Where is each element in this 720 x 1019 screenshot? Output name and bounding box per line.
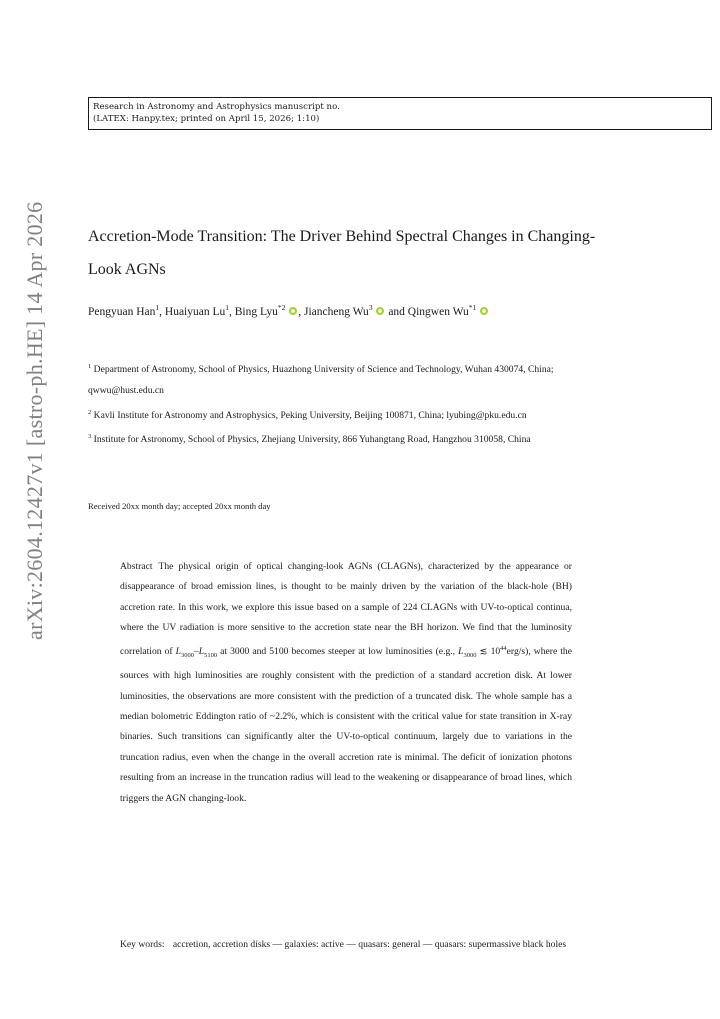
author-2 bbox=[234, 303, 305, 318]
author-separator: and bbox=[385, 305, 408, 318]
abstract-text-1: The physical origin of optical changing-look AGNs (CLAGNs), characterized by the appearance or disappearance of broad emission lines, is thought to be mainly driven by the variation of the black-hole (BH) accretion rate. In this work, we explore this issue based on a sample of 224 CLAGNs with UV-to-optical continua, where the UV radiation is more sensitive to the accretion state near the BH horizon. We find that the luminosity correlation of bbox=[120, 561, 572, 657]
header-latex-line: (LATEX: Hanpy.tex; printed on April 15, 2026; 1:10) bbox=[93, 114, 320, 124]
author-1 bbox=[164, 303, 235, 318]
affiliation-number: 3 bbox=[88, 433, 92, 441]
author-affil-mark: 1 bbox=[155, 303, 160, 312]
affiliation-number: 1 bbox=[88, 363, 92, 370]
author-0 bbox=[88, 303, 165, 318]
author-list bbox=[88, 303, 648, 318]
abstract-text-2: at 3000 and 5100 becomes steeper at low luminosities (e.g., bbox=[217, 645, 459, 657]
paper-title: Accretion-Mode Transition: The Driver Behind Spectral Changes in Changing-Look AGNs bbox=[88, 228, 596, 278]
author-affil-mark: 3 bbox=[368, 303, 373, 312]
header-journal-line: Research in Astronomy and Astrophysics manuscript no. bbox=[93, 102, 340, 112]
keywords-label: Key words: bbox=[120, 939, 165, 950]
affiliation-1 bbox=[88, 356, 608, 402]
math-correlation: $L_{3000}-L_{5100}$ bbox=[175, 645, 218, 659]
orcid-icon[interactable] bbox=[376, 307, 384, 315]
author-3 bbox=[304, 303, 408, 318]
affiliation-3 bbox=[88, 426, 608, 450]
author-separator: , bbox=[229, 305, 235, 318]
keywords-block bbox=[120, 935, 572, 955]
manuscript-header-box bbox=[88, 97, 712, 130]
author-name: Qingwen Wu bbox=[407, 305, 469, 318]
orcid-icon[interactable] bbox=[480, 307, 488, 315]
author-4 bbox=[407, 303, 489, 318]
author-name: Jiancheng Wu bbox=[304, 305, 369, 318]
affiliation-number: 2 bbox=[88, 408, 92, 416]
received-dates: Received 20xx month day; accepted 20xx month day bbox=[88, 501, 271, 511]
author-affil-mark: *2 bbox=[277, 303, 286, 312]
affiliation-list bbox=[88, 356, 608, 451]
arxiv-stamp: arXiv:2604.12427v1 [astro-ph.HE] 14 Apr 2026 bbox=[22, 201, 47, 640]
keywords-text: accretion, accretion disks — galaxies: active — quasars: general — quasars: supermassive black holes bbox=[172, 939, 567, 950]
affiliation-text: Institute for Astronomy, School of Physics, Zhejiang University, 866 Yuhangtang Road, Hangzhou 310058, China bbox=[93, 434, 531, 446]
author-separator: , bbox=[298, 305, 305, 318]
affiliation-2 bbox=[88, 402, 608, 426]
author-name: Bing Lyu bbox=[234, 305, 278, 318]
affiliation-text: Department of Astronomy, School of Physics, Huazhong University of Science and Technology, Wuhan 430074, China; qwwu@hust.edu.cn bbox=[88, 364, 554, 397]
abstract-text-3: erg/s), where the sources with high luminosities are roughly consistent with the prediction of a standard accretion disk. At lower luminosities, the observations are more consistent with the prediction of a truncated disk. The whole sample has a median bolometric Eddington ratio of ~2.2%, which is consistent with the critical value for state transition in X-ray binaries. Such transitions can significantly alter the UV-to-optical continuum, largely due to variations in the truncation radius, even when the change in the overall accretion rate is minimal. The deficit of ionization photons resulting from an increase in the truncation radius will lead to the weakening or disappearance of broad lines, which triggers the AGN changing-look. bbox=[120, 645, 572, 804]
math-threshold: $L_{3000}$ ≲ $10^{44}$ bbox=[458, 644, 507, 659]
abstract-block bbox=[120, 557, 572, 809]
affiliation-text: Kavli Institute for Astronomy and Astrophysics, Peking University, Beijing 100871, China; lyubing@pku.edu.cn bbox=[93, 409, 527, 421]
author-separator: , bbox=[159, 305, 165, 318]
orcid-icon[interactable] bbox=[289, 307, 297, 315]
author-affil-mark: *1 bbox=[468, 303, 477, 312]
author-affil-mark: 1 bbox=[225, 303, 229, 312]
author-name: Pengyuan Han bbox=[88, 305, 156, 318]
author-name: Huaiyuan Lu bbox=[164, 305, 226, 318]
abstract-label: Abstract bbox=[120, 561, 153, 572]
